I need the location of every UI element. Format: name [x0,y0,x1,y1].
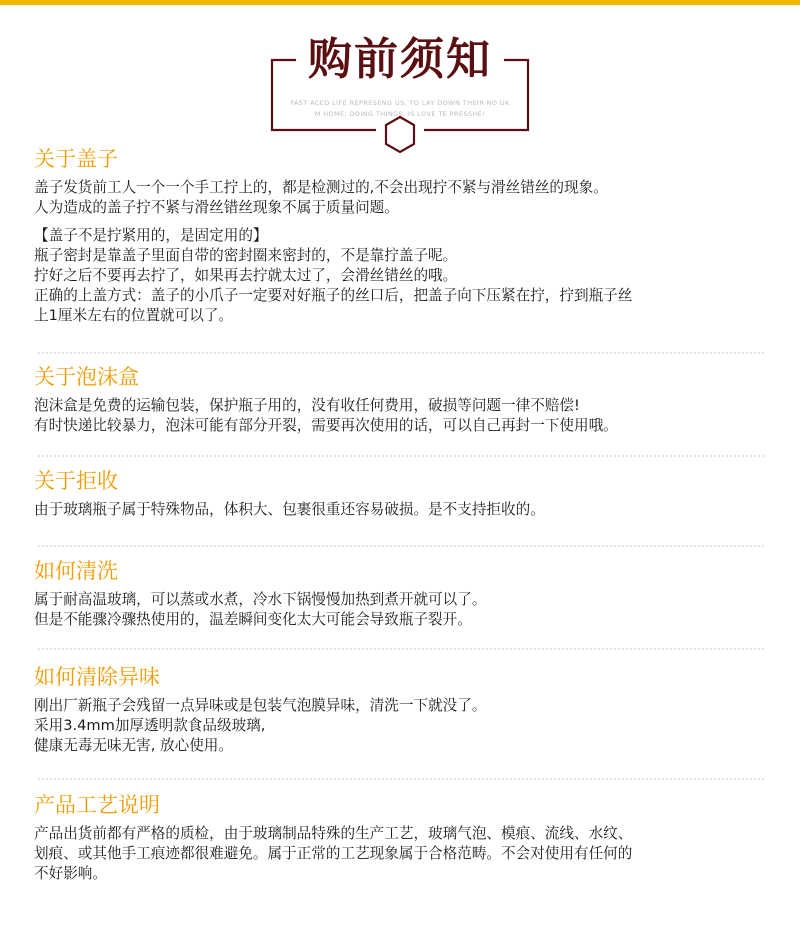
section-divider [38,648,764,650]
text-line: 上1厘米左右的位置就可以了。 [34,307,234,324]
text-line: 属于耐高温玻璃，可以蒸或水煮，冷水下锅慢慢加热到煮开就可以了。 [34,591,487,608]
text-line: 人为造成的盖子拧不紧与滑丝错丝现象不属于质量问题。 [34,199,399,216]
text-line: 刚出厂新瓶子会残留一点异味或是包装气泡膜异味，清洗一下就没了。 [34,697,487,714]
section-title: 如何清除异味 [34,665,160,689]
section-cleaning [34,558,774,630]
section-divider [38,545,764,547]
section-craft [34,792,774,884]
section-divider [38,778,764,780]
text-line: 采用3.4mm加厚透明款食品级玻璃, [34,717,266,734]
section-divider [38,352,764,354]
text-line: 拧好之后不要再去拧了，如果再去拧就太过了，会滑丝错丝的哦。 [34,267,458,284]
section-refusal [34,468,774,520]
section-odor [34,664,774,756]
text-line: 但是不能骤冷骤热使用的，温差瞬间变化太大可能会导致瓶子裂开。 [34,611,472,628]
section-title: 关于泡沫盒 [34,365,139,389]
text-line: 产品出货前都有严格的质检，由于玻璃制品特殊的生产工艺，玻璃气泡、模痕、流线、水纹、 [34,825,633,842]
header-tagline-2: M HOME, DOING THINGS, IS LOVE TE PRESSHE! [314,110,486,118]
header [0,0,800,160]
header-tagline-1: FAST ACED LIFE REPRESENG US, TO LAY DOWN THEIR NO UK [290,99,510,107]
page-title: 购前须知 [308,34,492,85]
section-title: 关于盖子 [34,147,118,171]
text-line: 健康无毒无味无害, 放心使用。 [34,737,233,754]
text-line: 不好影响。 [34,865,107,882]
section-title: 如何清洗 [34,559,118,583]
text-line: 由于玻璃瓶子属于特殊物品，体积大、包裹很重还容易破损。是不支持拒收的。 [34,501,545,518]
section-title: 产品工艺说明 [34,793,160,817]
text-line: 【盖子不是拧紧用的，是固定用的】 [34,227,268,244]
section-foam-box [34,364,774,436]
text-line: 正确的上盖方式：盖子的小爪子一定要对好瓶子的丝口后，把盖子向下压紧在拧，拧到瓶子丝 [34,287,633,304]
text-line: 划痕、或其他手工痕迹都很难避免。属于正常的工艺现象属于合格范畴。不会对使用有任何的 [34,845,633,862]
section-lid [34,146,774,326]
text-line: 泡沫盒是免费的运输包装，保护瓶子用的，没有收任何费用，破损等问题一律不赔偿! [34,397,580,414]
text-line: 有时快递比较暴力，泡沫可能有部分开裂，需要再次使用的话，可以自己再封一下使用哦。 [34,417,618,434]
section-divider [38,455,764,457]
section-title: 关于拒收 [34,469,118,493]
text-line: 瓶子密封是靠盖子里面自带的密封圈来密封的，不是靠拧盖子呢。 [34,247,458,264]
text-line: 盖子发货前工人一个一个手工拧上的，都是检测过的,不会出现拧不紧与滑丝错丝的现象。 [34,179,608,196]
